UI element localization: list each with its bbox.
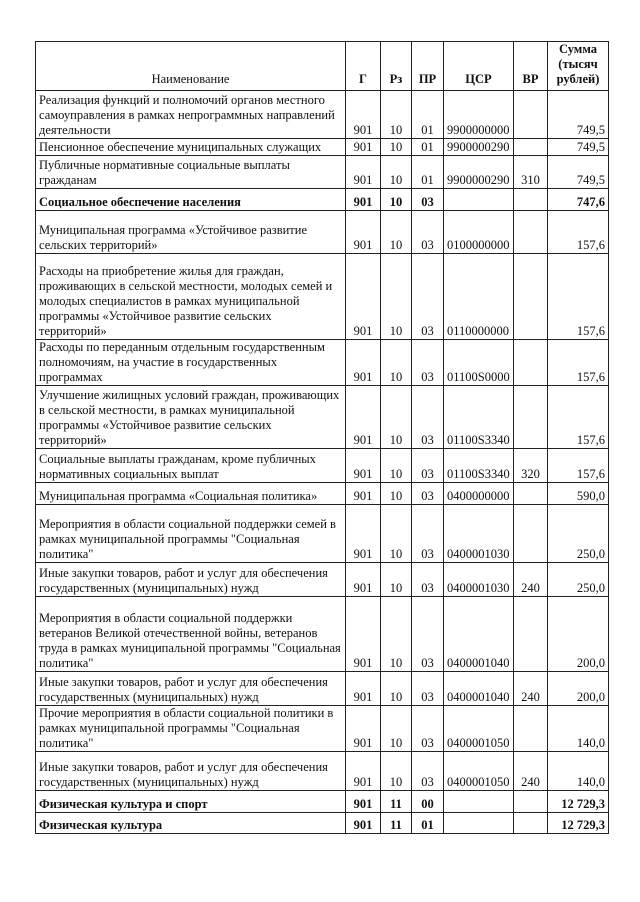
col-header-name: Наименование <box>36 42 346 91</box>
cell-rz: 10 <box>381 563 412 597</box>
cell-name: Иные закупки товаров, работ и услуг для обеспечения государственных (муниципальных) нужд <box>36 752 346 791</box>
cell-rz: 10 <box>381 211 412 254</box>
col-header-pr: ПР <box>412 42 444 91</box>
cell-vr <box>514 139 548 156</box>
cell-vr <box>514 706 548 752</box>
cell-vr <box>514 254 548 340</box>
cell-rz: 10 <box>381 156 412 189</box>
cell-g: 901 <box>346 139 381 156</box>
col-header-csr: ЦСР <box>444 42 514 91</box>
table-row <box>36 813 609 834</box>
cell-vr <box>514 505 548 563</box>
budget-table <box>35 41 609 834</box>
cell-rz: 10 <box>381 449 412 483</box>
cell-name: Расходы на приобретение жилья для граждан, проживающих в сельской местности, молодых семей и молодых специалистов в рамках муниципальной программы «Устойчивое развитие сельских территорий» <box>36 254 346 340</box>
cell-pr: 01 <box>412 139 444 156</box>
cell-sum: 157,6 <box>548 254 609 340</box>
col-header-vr: ВР <box>514 42 548 91</box>
cell-g: 901 <box>346 706 381 752</box>
cell-rz: 10 <box>381 386 412 449</box>
cell-g: 901 <box>346 752 381 791</box>
cell-name: Улучшение жилищных условий граждан, проживающих в сельской местности, в рамках муниципальной программы «Устойчивое развитие сельских территорий» <box>36 386 346 449</box>
cell-pr: 03 <box>412 483 444 505</box>
cell-rz: 10 <box>381 597 412 672</box>
cell-name: Муниципальная программа «Устойчивое развитие сельских территорий» <box>36 211 346 254</box>
cell-name: Муниципальная программа «Социальная политика» <box>36 483 346 505</box>
cell-g: 901 <box>346 483 381 505</box>
cell-g: 901 <box>346 254 381 340</box>
col-header-rz: Рз <box>381 42 412 91</box>
table-row <box>36 752 609 791</box>
cell-g: 901 <box>346 211 381 254</box>
cell-name: Мероприятия в области социальной поддержки семей в рамках муниципальной программы "Социальная политика" <box>36 505 346 563</box>
table-row <box>36 91 609 139</box>
cell-g: 901 <box>346 563 381 597</box>
cell-csr: 0100000000 <box>444 211 514 254</box>
cell-name: Расходы по переданным отдельным государственным полномочиям, на участие в государственных программах <box>36 340 346 386</box>
cell-pr: 03 <box>412 254 444 340</box>
col-header-g: Г <box>346 42 381 91</box>
cell-csr: 0110000000 <box>444 254 514 340</box>
table-row <box>36 672 609 706</box>
cell-csr <box>444 189 514 211</box>
cell-name: Реализация функций и полномочий органов местного самоуправления в рамках непрограммных направлений деятельности <box>36 91 346 139</box>
table-row <box>36 189 609 211</box>
cell-rz: 10 <box>381 139 412 156</box>
cell-name: Пенсионное обеспечение муниципальных служащих <box>36 139 346 156</box>
cell-vr: 310 <box>514 156 548 189</box>
cell-csr: 01100S3340 <box>444 449 514 483</box>
cell-csr: 9900000000 <box>444 91 514 139</box>
cell-sum: 590,0 <box>548 483 609 505</box>
cell-rz: 10 <box>381 340 412 386</box>
cell-name: Социальное обеспечение населения <box>36 189 346 211</box>
cell-csr <box>444 813 514 834</box>
cell-pr: 03 <box>412 563 444 597</box>
table-row <box>36 791 609 813</box>
table-row <box>36 505 609 563</box>
cell-csr: 01100S3340 <box>444 386 514 449</box>
cell-sum: 250,0 <box>548 505 609 563</box>
table-row <box>36 340 609 386</box>
cell-vr <box>514 189 548 211</box>
cell-name: Прочие мероприятия в области социальной политики в рамках муниципальной программы "Социальная политика" <box>36 706 346 752</box>
table-row <box>36 483 609 505</box>
cell-sum: 12 729,3 <box>548 813 609 834</box>
cell-name: Социальные выплаты гражданам, кроме публичных нормативных социальных выплат <box>36 449 346 483</box>
cell-g: 901 <box>346 672 381 706</box>
cell-csr: 0400001030 <box>444 563 514 597</box>
cell-pr: 03 <box>412 706 444 752</box>
cell-name: Физическая культура и спорт <box>36 791 346 813</box>
cell-rz: 10 <box>381 483 412 505</box>
cell-pr: 03 <box>412 340 444 386</box>
cell-g: 901 <box>346 791 381 813</box>
cell-vr: 240 <box>514 563 548 597</box>
cell-pr: 03 <box>412 672 444 706</box>
cell-rz: 10 <box>381 505 412 563</box>
cell-pr: 03 <box>412 597 444 672</box>
cell-vr <box>514 813 548 834</box>
cell-sum: 749,5 <box>548 139 609 156</box>
table-row <box>36 563 609 597</box>
cell-sum: 749,5 <box>548 156 609 189</box>
cell-sum: 12 729,3 <box>548 791 609 813</box>
cell-g: 901 <box>346 156 381 189</box>
cell-sum: 157,6 <box>548 340 609 386</box>
cell-csr: 0400001050 <box>444 752 514 791</box>
cell-pr: 03 <box>412 449 444 483</box>
cell-pr: 03 <box>412 211 444 254</box>
cell-rz: 10 <box>381 752 412 791</box>
cell-name: Мероприятия в области социальной поддержки ветеранов Великой отечественной войны, ветеранов труда в рамках муниципальной программы "Социальная политика" <box>36 597 346 672</box>
cell-vr <box>514 597 548 672</box>
cell-csr: 0400001040 <box>444 672 514 706</box>
cell-sum: 157,6 <box>548 386 609 449</box>
table-row <box>36 139 609 156</box>
cell-sum: 157,6 <box>548 449 609 483</box>
cell-vr <box>514 791 548 813</box>
cell-rz: 11 <box>381 813 412 834</box>
cell-vr: 240 <box>514 672 548 706</box>
cell-pr: 03 <box>412 752 444 791</box>
cell-vr <box>514 211 548 254</box>
cell-vr <box>514 340 548 386</box>
cell-g: 901 <box>346 386 381 449</box>
cell-csr: 0400000000 <box>444 483 514 505</box>
table-row <box>36 386 609 449</box>
table-row <box>36 597 609 672</box>
cell-pr: 03 <box>412 505 444 563</box>
cell-pr: 01 <box>412 813 444 834</box>
cell-sum: 749,5 <box>548 91 609 139</box>
cell-pr: 01 <box>412 91 444 139</box>
cell-rz: 11 <box>381 791 412 813</box>
cell-pr: 01 <box>412 156 444 189</box>
cell-csr: 0400001030 <box>444 505 514 563</box>
cell-pr: 00 <box>412 791 444 813</box>
cell-g: 901 <box>346 813 381 834</box>
cell-sum: 747,6 <box>548 189 609 211</box>
cell-rz: 10 <box>381 254 412 340</box>
table-row <box>36 156 609 189</box>
cell-sum: 200,0 <box>548 672 609 706</box>
cell-sum: 140,0 <box>548 706 609 752</box>
table-row <box>36 254 609 340</box>
cell-rz: 10 <box>381 672 412 706</box>
cell-name: Иные закупки товаров, работ и услуг для обеспечения государственных (муниципальных) нужд <box>36 563 346 597</box>
cell-sum: 140,0 <box>548 752 609 791</box>
cell-rz: 10 <box>381 189 412 211</box>
cell-g: 901 <box>346 189 381 211</box>
cell-csr: 0400001040 <box>444 597 514 672</box>
cell-pr: 03 <box>412 386 444 449</box>
cell-rz: 10 <box>381 91 412 139</box>
table-row <box>36 211 609 254</box>
cell-vr: 240 <box>514 752 548 791</box>
cell-sum: 250,0 <box>548 563 609 597</box>
cell-sum: 200,0 <box>548 597 609 672</box>
table-row <box>36 706 609 752</box>
cell-csr: 01100S0000 <box>444 340 514 386</box>
header-row <box>36 42 609 91</box>
cell-vr: 320 <box>514 449 548 483</box>
cell-vr <box>514 386 548 449</box>
cell-csr: 0400001050 <box>444 706 514 752</box>
cell-csr: 9900000290 <box>444 156 514 189</box>
cell-name: Физическая культура <box>36 813 346 834</box>
cell-pr: 03 <box>412 189 444 211</box>
cell-name: Иные закупки товаров, работ и услуг для обеспечения государственных (муниципальных) нужд <box>36 672 346 706</box>
cell-sum: 157,6 <box>548 211 609 254</box>
col-header-sum: Сумма (тысяч рублей) <box>548 42 609 91</box>
cell-csr: 9900000290 <box>444 139 514 156</box>
cell-rz: 10 <box>381 706 412 752</box>
cell-g: 901 <box>346 91 381 139</box>
cell-g: 901 <box>346 505 381 563</box>
cell-name: Публичные нормативные социальные выплаты гражданам <box>36 156 346 189</box>
table-row <box>36 449 609 483</box>
cell-g: 901 <box>346 449 381 483</box>
cell-vr <box>514 483 548 505</box>
cell-csr <box>444 791 514 813</box>
cell-g: 901 <box>346 597 381 672</box>
cell-g: 901 <box>346 340 381 386</box>
cell-vr <box>514 91 548 139</box>
